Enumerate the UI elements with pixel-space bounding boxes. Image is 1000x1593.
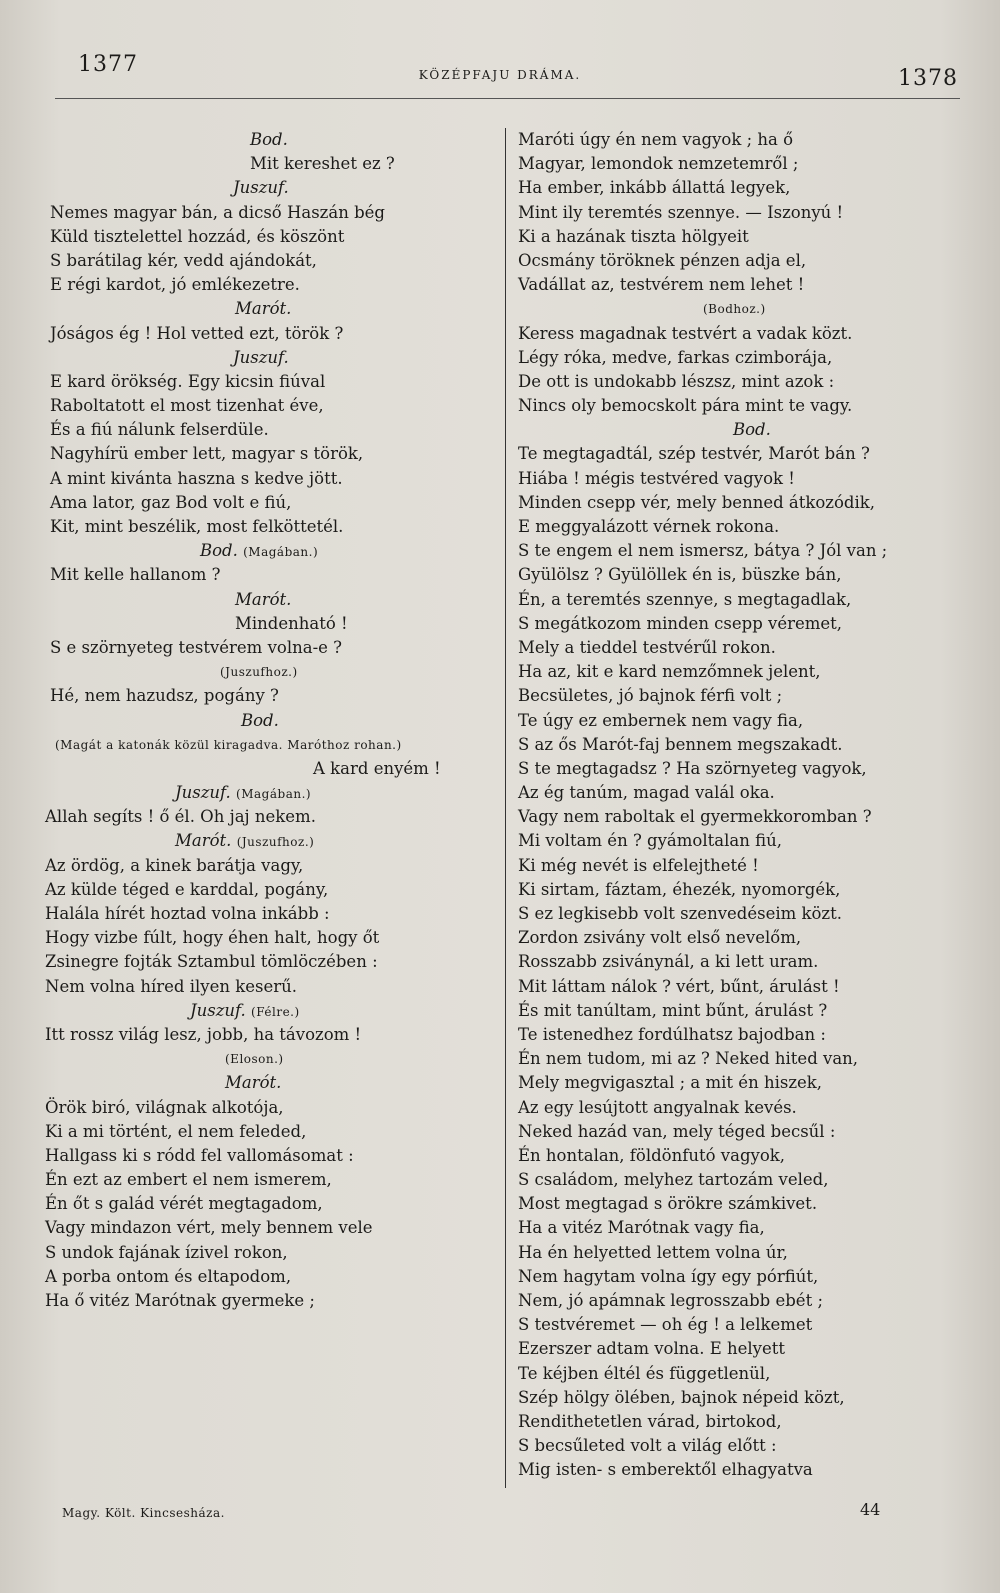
verse-line: Kit, mint beszélik, most felköttetél. [50,517,344,536]
verse-line: Vagy mindazon vért, mely bennem vele [45,1218,373,1238]
speaker-name: Juszuf. [233,178,289,198]
verse-line: És mit tanúltam, mint bűnt, árulást ? [518,1000,828,1020]
verse-line: Küld tisztelettel hozzád, és köszönt [50,226,345,246]
verse-line: Gyülölsz ? Gyülöllek én is, büszke bán, [518,565,842,585]
verse-line: Raboltatott el most tizenhat éve, [50,396,324,416]
verse-line: Hiába ! mégis testvéred vagyok ! [518,468,795,488]
verse-line: Ha én helyetted lettem volna úr, [518,1242,788,1262]
verse-line: Halála hírét hoztad volna inkább : [45,904,330,923]
verse-line: Mint ily teremtés szennye. — Iszonyú ! [518,202,844,222]
stage-direction: (Juszufhoz.) [236,835,315,850]
verse-line: Mi voltam én ? gyámoltalan fiú, [518,831,782,851]
page-number-left: 1377 [78,52,138,77]
verse-line: Keress magadnak testvért a vadak közt. [518,323,853,343]
verse-line: S e szörnyeteg testvérem volna-e ? [50,637,343,657]
speaker-name: Marót. [235,589,292,609]
verse-line: Ama lator, gaz Bod volt e fiú, [50,492,292,512]
verse-line: Mely megvigasztal ; a mit én hiszek, [518,1073,823,1093]
verse-line: Ha ember, inkább állattá legyek, [518,178,791,198]
verse-line: E kard örökség. Egy kicsin fiúval [50,371,326,391]
verse-line: Vagy nem raboltak el gyermekkoromban ? [518,807,872,827]
stage-direction: (Bodhoz.) [703,302,766,317]
signature-mark: Magy. Költ. Kincsesháza. [62,1506,225,1520]
verse-line: S családom, melyhez tartozám veled, [518,1170,829,1190]
verse-line: S testvéremet — oh ég ! a lelkemet [518,1315,813,1335]
right-text-column [518,128,958,1483]
verse-line: Mindenható ! [235,613,348,633]
verse-line: Minden csepp vér, mely benned átkozódik, [518,492,876,512]
verse-line: S becsűleted volt a világ előtt : [518,1436,777,1456]
verse-line: E régi kardot, jó emlékezetre. [50,275,300,295]
verse-line: Ezerszer adtam volna. E helyett [518,1339,785,1359]
stage-direction: (Magában.) [236,787,312,802]
verse-line: Magyar, lemondok nemzetemről ; [518,154,799,174]
verse-line: Ki még nevét is elfelejtheté ! [518,855,759,875]
verse-line: Maróti úgy én nem vagyok ; ha ő [518,130,794,149]
verse-line: S te megtagadsz ? Ha szörnyeteg vagyok, [518,758,867,778]
verse-line: S te engem el nem ismersz, bátya ? Jól van ; [518,541,888,561]
speaker-with-direction [45,999,495,1023]
running-title: KÖZÉPFAJU DRÁMA. [418,68,582,82]
verse-line: Nemes magyar bán, a dicső Haszán bég [50,202,385,222]
stage-direction: (Juszufhoz.) [220,665,298,680]
verse-line: Mig isten- s emberektől elhagyatva [518,1460,813,1480]
speaker-name: Bod. [200,541,238,561]
verse-line: Az ég tanúm, magad valál oka. [518,783,775,803]
verse-line: De ott is undokabb lészsz, mint azok : [518,371,835,391]
verse-line: Te megtagadtál, szép testvér, Marót bán ? [518,444,870,464]
verse-line: Te úgy ez embernek nem vagy fia, [518,710,804,730]
verse-line: Én, a teremtés szennye, s megtagadlak, [518,589,852,609]
verse-line: Ha ő vitéz Marótnak gyermeke ; [45,1291,315,1310]
page-footer [0,1500,1000,1530]
verse-line: Nincs oly bemocskolt pára mint te vagy. [518,396,853,416]
verse-line: Te kéjben éltél és függetlenül, [518,1363,771,1383]
speaker-with-direction [45,781,495,805]
header-rule [55,98,960,99]
stage-direction: (Eloson.) [225,1052,284,1067]
verse-line: Az ördög, a kinek barátja vagy, [45,855,304,875]
speaker-name: Bod. [241,710,279,730]
verse-line: E meggyalázott vérnek rokona. [518,517,780,536]
verse-line: És a fiú nálunk felserdüle. [50,420,269,440]
verse-line: Az egy lesújtott angyalnak kevés. [518,1097,797,1117]
verse-line: Ha az, kit e kard nemzőmnek jelent, [518,662,821,682]
verse-line: Jóságos ég ! Hol vetted ezt, török ? [50,323,344,343]
left-text-column [45,128,495,1313]
verse-line: Rosszabb zsiványnál, a ki lett uram. [518,952,819,972]
speaker-name: Marót. [175,831,232,851]
verse-line: Én hontalan, földönfutó vagyok, [518,1145,786,1165]
verse-line: Neked hazád van, mely téged becsűl : [518,1121,836,1141]
verse-line: S barátilag kér, vedd ajándokát, [50,250,317,270]
verse-line: Ki sirtam, fáztam, éhezék, nyomorgék, [518,879,841,899]
verse-line: Ocsmány töröknek pénzen adja el, [518,250,807,270]
verse-line: A kard enyém ! [313,758,441,778]
stage-direction: (Félre.) [251,1004,300,1019]
verse-line: Ha a vitéz Marótnak vagy fia, [518,1218,765,1238]
verse-line: Mit láttam nálok ? vért, bűnt, árulást ! [518,976,840,996]
verse-line: Nem volna híred ilyen keserű. [45,976,297,996]
verse-line: Allah segíts ! ő él. Oh jaj nekem. [45,807,316,827]
verse-line: S az ős Marót-faj bennem megszakadt. [518,734,843,754]
page-number-right: 1378 [898,66,958,91]
verse-line: Nem, jó apámnak legrosszabb ebét ; [518,1291,824,1310]
verse-line: Örök biró, világnak alkotója, [45,1097,284,1117]
verse-line: Itt rossz világ lesz, jobb, ha távozom ! [45,1024,362,1044]
verse-line: Hé, nem hazudsz, pogány ? [50,686,279,706]
verse-line: Nagyhírü ember lett, magyar s török, [50,444,364,464]
speaker-with-direction [45,539,495,563]
stage-direction: (Magában.) [243,545,319,560]
page-header [0,52,1000,102]
verse-line: Mit kereshet ez ? [250,154,395,174]
verse-line: S undok fajának ízivel rokon, [45,1242,288,1262]
speaker-with-direction [45,829,495,853]
speaker-name: Juszuf. [175,783,231,803]
verse-line: Zsinegre fojták Sztambul tömlöczében : [45,952,378,972]
verse-line: A mint kivánta haszna s kedve jött. [50,468,343,488]
speaker-name: Bod. [250,130,288,149]
sheet-number: 44 [860,1500,881,1519]
verse-line: Szép hölgy ölében, bajnok népeid közt, [518,1387,845,1407]
speaker-name: Juszuf. [233,347,289,367]
verse-line: Én őt s galád vérét megtagadom, [45,1194,323,1214]
verse-line: Rendithetetlen várad, birtokod, [518,1411,782,1431]
stage-direction: (Magát a katonák közül kiragadva. Maróthoz rohan.) [55,737,402,752]
verse-line: Te istenedhez fordúlhatsz bajodban : [518,1024,826,1044]
speaker-name: Marót. [225,1073,282,1093]
verse-line: Nem hagytam volna így egy pórfiút, [518,1266,819,1286]
verse-line: Légy róka, medve, farkas czimborája, [518,347,833,367]
verse-line: Hallgass ki s ródd fel vallomásomat : [45,1145,354,1165]
verse-line: Mit kelle hallanom ? [50,565,221,585]
verse-line: Én nem tudom, mi az ? Neked hited van, [518,1049,859,1069]
speaker-name: Juszuf. [190,1000,246,1020]
verse-line: Az külde téged e karddal, pogány, [45,879,329,899]
verse-line: A porba ontom és eltapodom, [45,1266,292,1286]
verse-line: S megátkozom minden csepp véremet, [518,613,843,633]
verse-line: Zordon zsivány volt első nevelőm, [518,928,802,948]
verse-line: Mely a tieddel testvérűl rokon. [518,637,776,657]
column-divider [505,128,506,1488]
verse-line: Ki a mi történt, el nem feleded, [45,1121,307,1141]
verse-line: Becsületes, jó bajnok férfi volt ; [518,686,783,706]
speaker-name: Bod. [733,420,771,440]
verse-line: Vadállat az, testvérem nem lehet ! [518,275,805,295]
verse-line: Most megtagad s örökre számkivet. [518,1194,818,1214]
speaker-name: Marót. [235,299,292,319]
verse-line: Ki a hazának tiszta hölgyeit [518,226,749,246]
verse-line: S ez legkisebb volt szenvedéseim közt. [518,904,843,923]
verse-line: Hogy vizbe fúlt, hogy éhen halt, hogy őt [45,928,380,948]
verse-line: Én ezt az embert el nem ismerem, [45,1170,332,1190]
